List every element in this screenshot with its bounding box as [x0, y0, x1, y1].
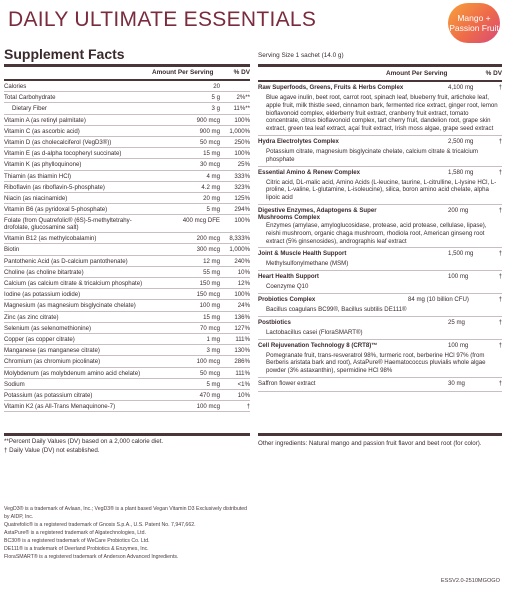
nutrient-row [4, 323, 250, 334]
nutrient-name: Vitamin E (as d-alpha tocopheryl succinate) [4, 150, 122, 158]
blend-row [258, 317, 502, 340]
blend-amount: 25 mg [448, 318, 465, 326]
nutrient-amount: 50 mcg [200, 138, 220, 146]
nutrient-dv: 12% [237, 280, 250, 287]
blend-header [258, 342, 502, 351]
panel-title: Supplement Facts [4, 46, 125, 62]
nutrient-row [4, 81, 250, 92]
nutrient-row [4, 356, 250, 367]
blend-ingredients: Blue agave inulin, beet root, carrot root, spinach leaf, blueberry fruit, artichoke leaf, apple fruit, milk thistle seed, cinnamon bark, fermented rice extract, ginger root, lemon bioflavonoid complex, elderberry fruit extract, cranberry fruit extract, tomato concentrate, citrus bioflavonoid complex, tart cherry fruit, dandelion root, grape skin extract, green tea leaf extract, açaí fruit extract, Irish moss algae, grape seed extract [266, 94, 498, 133]
blend-name: Raw Superfoods, Greens, Fruits & Herbs Complex [258, 84, 404, 91]
blend-header [258, 296, 502, 305]
nutrient-name: Vitamin B6 (as pyridoxal 5-phosphate) [4, 206, 108, 214]
trademark-line: BC30® is a registered trademark of WeCare Probiotics Co. Ltd. [4, 538, 150, 545]
blend-row [258, 340, 502, 378]
nutrient-name: Vitamin K2 (as All-Trans Menaquinone-7) [4, 403, 116, 411]
nutrient-row [4, 267, 250, 278]
nutrient-row [4, 278, 250, 289]
blend-row [258, 205, 502, 248]
blend-name: Postbiotics [258, 318, 291, 326]
nutrient-amount: 30 mcg [200, 161, 220, 169]
nutrient-amount: 1 mg [206, 335, 220, 343]
right-amount-header: Amount Per Serving [386, 70, 448, 77]
nutrient-row [4, 334, 250, 345]
nutrient-amount: 100 mg [199, 302, 220, 310]
nutrient-amount: 4.2 mg [201, 183, 220, 191]
blend-ingredients: Lactobacillus casei (FloraSMART®) [266, 328, 363, 336]
nutrient-amount: 400 mcg DFE [182, 217, 220, 225]
product-title: DAILY ULTIMATE ESSENTIALS [8, 8, 317, 31]
blend-dv: † [498, 137, 502, 145]
blend-row [258, 82, 502, 136]
nutrient-dv: 111% [235, 369, 250, 377]
flavor-badge: Mango + Passion Fruit [448, 3, 500, 43]
blend-ingredients: Pomegranate fruit, trans-resveratrol 98%, turmeric root, berberine HCl 97% (from Berberis aristata bark and root), AstaPure® Haematococcus pluvialis whole algae powder (3% astaxanthin), spermidine HCl 98% [266, 351, 486, 375]
nutrient-name: Vitamin C (as ascorbic acid) [4, 127, 80, 135]
blend-ingredients: Citric acid, DL-malic acid, Amino Acids (L-leucine, taurine, L-citrulline, L-lysine HCl, L-proline, L-valine, L-glutamine, L-isoleucine), silica, boron amino acid chelate, alpha lipoic acid [266, 178, 497, 202]
nutrient-row [4, 103, 250, 114]
nutrient-amount: 12 mg [203, 257, 220, 265]
nutrient-name: Copper (as copper citrate) [4, 335, 75, 343]
left-top-rule [4, 64, 250, 67]
blend-row [258, 136, 502, 167]
nutrient-row [4, 256, 250, 267]
nutrient-name: Vitamin A (as retinyl palmitate) [4, 116, 86, 124]
nutrient-row [4, 215, 250, 233]
nutrient-name: Zinc (as zinc citrate) [4, 313, 59, 321]
nutrient-row [4, 115, 250, 126]
nutrient-name: Dietary Fiber [12, 105, 47, 113]
blend-row [258, 378, 502, 392]
nutrient-dv: 2%** [236, 94, 250, 102]
blend-table [258, 82, 502, 392]
nutrient-name: Vitamin D (as cholecalciferol (VegD3®)) [4, 138, 112, 146]
nutrient-dv: 136% [234, 313, 250, 321]
blend-dv: † [498, 341, 502, 349]
nutrient-name: Thiamin (as thiamin HCl) [4, 172, 72, 180]
blend-name: Joint & Muscle Health Support [258, 250, 347, 258]
nutrient-row [4, 137, 250, 148]
blend-dv: † [498, 318, 502, 326]
nutrient-name: Vitamin K (as phylloquinone) [4, 161, 82, 169]
nutrient-dv: 24% [237, 302, 250, 310]
nutrient-name: Riboflavin (as riboflavin-5-phosphate) [4, 183, 105, 191]
nutrient-name: Sodium [4, 380, 25, 388]
nutrient-row [4, 368, 250, 379]
blend-dv: † [498, 168, 502, 176]
blend-header [258, 138, 502, 147]
nutrient-amount: 470 mg [199, 391, 220, 399]
nutrient-dv: † [246, 403, 250, 411]
trademark-line: AstaPure® is a registered trademark of Algatechnologies, Ltd. [4, 530, 146, 537]
nutrient-name: Choline (as choline bitartrate) [4, 268, 84, 276]
nutrient-amount: 300 mcg [196, 246, 220, 254]
nutrient-amount: 20 [213, 83, 220, 90]
nutrient-amount: 5 g [211, 94, 220, 102]
nutrient-dv: 1,000% [229, 246, 250, 254]
nutrient-amount: 3 mg [206, 347, 220, 355]
blend-header [258, 169, 502, 178]
blend-row [258, 167, 502, 205]
right-dv-header: % DV [485, 70, 502, 77]
nutrient-name: Magnesium (as magnesium bisglycinate chelate) [4, 302, 136, 310]
trademark-notes [4, 505, 250, 561]
nutrient-dv: 111% [235, 335, 250, 343]
right-bottom-rule [258, 433, 502, 436]
blend-amount: 2,500 mg [448, 137, 474, 145]
nutrient-name: Manganese (as manganese citrate) [4, 347, 100, 355]
nutrient-dv: 323% [234, 183, 250, 191]
nutrient-amount: 15 mg [203, 313, 220, 321]
nutrient-row [4, 204, 250, 215]
other-ingredients: Other ingredients: Natural mango and passion fruit flavor and beet root (for color). [258, 440, 482, 447]
nutrient-dv: <1% [237, 380, 250, 388]
product-code: ESSV2.0-2510MGOGO [440, 578, 500, 584]
nutrient-row [4, 401, 250, 412]
nutrient-dv: 250% [234, 138, 250, 146]
nutrient-row [4, 300, 250, 311]
nutrient-row [4, 233, 250, 244]
nutrient-amount: 4 mg [206, 172, 220, 180]
nutrient-amount: 900 mg [199, 127, 220, 135]
nutrient-amount: 3 g [211, 105, 220, 113]
blend-ingredients: Coenzyme Q10 [266, 283, 309, 291]
blend-name: Digestive Enzymes, Adaptogens & Super Mushrooms Complex [258, 206, 377, 221]
trademark-line: VegD3® is a trademark of Avlaan, Inc.; VegD3® is a plant based Vegan Vitamin D3 Exclusively distributed by AIDP, Inc. [4, 506, 248, 521]
nutrient-amount: 900 mcg [196, 116, 220, 124]
nutrient-name: Total Carbohydrate [4, 94, 56, 102]
nutrient-row [4, 148, 250, 159]
nutrient-dv: 125% [234, 194, 250, 202]
nutrient-amount: 100 mcg [196, 358, 220, 366]
blend-dv: † [498, 84, 502, 91]
nutrient-row [4, 312, 250, 323]
nutrient-dv: 100% [234, 217, 250, 225]
nutrient-amount: 5 mg [206, 206, 220, 214]
blend-dv: † [498, 206, 502, 214]
nutrient-row [4, 289, 250, 300]
nutrient-dv: 333% [234, 172, 250, 180]
nutrient-dv: 286% [234, 358, 250, 366]
nutrient-dv: 25% [237, 161, 250, 169]
nutrient-dv: 1,000% [229, 127, 250, 135]
blend-amount: 4,100 mg [448, 84, 474, 91]
trademark-line: DE111® is a trademark of Deerland Probiotics & Enzymes, Inc. [4, 546, 149, 553]
nutrient-amount: 150 mcg [196, 291, 220, 299]
nutrient-name: Vitamin B12 (as methylcobalamin) [4, 235, 97, 243]
blend-amount: 84 mg (10 billion CFU) [408, 295, 469, 303]
blend-amount: 1,500 mg [448, 250, 474, 258]
blend-amount: 30 mg [448, 379, 465, 387]
nutrient-name: Iodine (as potassium iodide) [4, 291, 81, 299]
dagger-footnote: † Daily Value (DV) not established. [4, 446, 100, 454]
nutrient-row [4, 126, 250, 137]
nutrient-row [4, 379, 250, 390]
blend-header [258, 250, 502, 259]
left-footnotes [4, 438, 250, 455]
blend-dv: † [498, 273, 502, 281]
nutrient-dv: 294% [234, 206, 250, 214]
nutrient-row [4, 182, 250, 193]
nutrient-row [4, 345, 250, 356]
nutrient-name: Calcium (as calcium citrate & tricalcium phosphate) [4, 280, 143, 287]
blend-ingredients: Bacillus coagulans BC99®, Bacillus subtilis DE111® [266, 305, 407, 313]
nutrient-row [4, 390, 250, 401]
nutrient-amount: 5 mg [206, 380, 220, 388]
nutrient-row [4, 193, 250, 204]
blend-ingredients: Potassium citrate, magnesium bisglycinate chelate, calcium citrate & tricalcium phosphate [266, 147, 479, 163]
blend-row [258, 248, 502, 271]
nutrient-amount: 15 mg [203, 150, 220, 158]
nutrient-row [4, 92, 250, 103]
nutrient-amount: 150 mg [199, 280, 220, 287]
nutrient-amount: 200 mcg [196, 235, 220, 243]
blend-name: Probiotics Complex [258, 295, 316, 303]
nutrient-name: Folate (from Quatrefolic® (6S)-5-methyltetrahy-drofolate, glucosamine salt) [4, 217, 132, 232]
nutrient-name: Potassium (as potassium citrate) [4, 391, 93, 399]
blend-row [258, 294, 502, 317]
nutrient-dv: 127% [234, 324, 250, 332]
nutrient-row [4, 244, 250, 255]
nutrient-dv: 130% [234, 347, 250, 355]
nutrient-row [4, 171, 250, 182]
blend-amount: 200 mg [448, 206, 469, 214]
nutrient-name: Calories [4, 83, 27, 90]
nutrient-name: Chromium (as chromium picolinate) [4, 358, 101, 366]
left-dv-header: % DV [233, 69, 250, 76]
blend-ingredients: Enzymes (amylase, amyloglucosidase, protease, acid protease, cellulase, lipase), reishi mushroom, organic chaga mushroom, rhodiola root, American ginseng root extract (5% ginsenosides), andrographis leaf extract [266, 221, 487, 245]
nutrient-amount: 70 mcg [200, 324, 220, 332]
nutrient-dv: 100% [234, 291, 250, 299]
nutrient-dv: 10% [237, 391, 250, 399]
left-bottom-rule [4, 433, 250, 436]
right-top-rule [258, 64, 502, 67]
nutrient-row [4, 159, 250, 170]
blend-header [258, 380, 502, 389]
nutrient-dv: 100% [234, 116, 250, 124]
nutrient-name: Niacin (as niacinamide) [4, 194, 68, 202]
blend-header [258, 273, 502, 282]
blend-dv: † [498, 379, 502, 387]
blend-name: Cell Rejuvenation Technology 8 (CRT8)™ [258, 341, 378, 349]
nutrient-dv: 100% [234, 150, 250, 158]
nutrient-amount: 20 mg [203, 194, 220, 202]
blend-amount: 100 mg [448, 273, 469, 281]
nutrient-dv: 10% [237, 268, 250, 276]
nutrient-amount: 100 mcg [196, 403, 220, 411]
blend-header [258, 207, 502, 221]
nutrient-name: Selenium (as selenomethionine) [4, 324, 92, 332]
left-amount-header: Amount Per Serving [152, 69, 214, 76]
serving-size: Serving Size 1 sachet (14.0 g) [258, 52, 344, 59]
nutrient-dv: 8,333% [229, 235, 250, 243]
blend-name: Saffron flower extract [258, 379, 316, 387]
blend-row [258, 271, 502, 294]
nutrient-name: Biotin [4, 246, 20, 254]
blend-dv: † [498, 250, 502, 258]
blend-name: Heart Health Support [258, 273, 319, 281]
blend-header [258, 319, 502, 328]
blend-name: Hydra Electrolytes Complex [258, 137, 339, 145]
nutrient-table [4, 81, 250, 412]
trademark-line: Quatrefolic® is a registered trademark of Gnosis S.p.A., U.S. Patent No. 7,947,662. [4, 522, 196, 529]
blend-header [258, 84, 502, 93]
nutrient-amount: 55 mg [203, 268, 220, 276]
nutrient-name: Pantothenic Acid (as D-calcium pantothenate) [4, 257, 128, 265]
blend-name: Essential Amino & Renew Complex [258, 168, 361, 176]
nutrient-dv: 11%** [233, 105, 250, 113]
trademark-line: FloraSMART® is a registered trademark of Anderson Advanced Ingredients. [4, 554, 179, 561]
blend-amount: 100 mg [448, 341, 469, 349]
nutrient-dv: 240% [234, 257, 250, 265]
nutrient-amount: 50 mcg [200, 369, 220, 377]
blend-dv: † [498, 295, 502, 303]
dv-footnote: **Percent Daily Values (DV) based on a 2,000 calorie diet. [4, 438, 164, 445]
nutrient-name: Molybdenum (as molybdenum amino acid chelate) [4, 369, 141, 377]
blend-ingredients: Methylsulfonylmethane (MSM) [266, 260, 349, 268]
blend-amount: 1,580 mg [448, 168, 474, 176]
